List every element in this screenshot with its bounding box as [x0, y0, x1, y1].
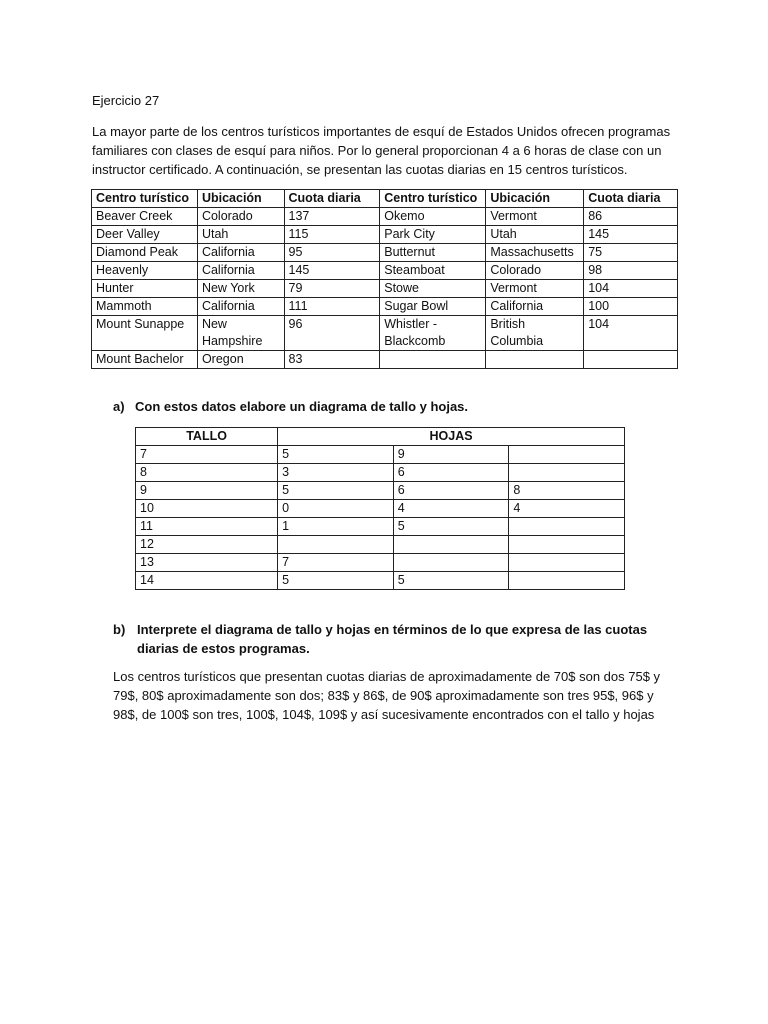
stem-cell: 10 — [136, 500, 278, 518]
intro-paragraph: La mayor parte de los centros turísticos importantes de esquí de Estados Unidos ofrecen programas familiares con clases de esquí para niños. Por lo general proporcionan 4 a 6 horas de clase con un instructor certificado. A continuación, se presentan las cuotas diarias en 15 centros turísticos. — [92, 124, 671, 177]
leaf-cell: 4 — [393, 500, 509, 518]
header-location-1: Ubicación — [197, 190, 284, 208]
stem-table-header-row — [136, 428, 625, 446]
table-cell: Steamboat — [380, 262, 486, 280]
leaf-cell: 1 — [278, 518, 394, 536]
leaf-cell: 5 — [393, 518, 509, 536]
table-cell: Mammoth — [92, 298, 198, 316]
exercise-title: Ejercicio 27 — [92, 93, 160, 108]
table-cell: 137 — [284, 208, 380, 226]
leaf-cell: 5 — [278, 482, 394, 500]
resort-table-header-row — [92, 190, 678, 208]
leaf-cell — [509, 518, 625, 536]
leaf-cell — [509, 554, 625, 572]
stem-cell: 7 — [136, 446, 278, 464]
table-cell: 145 — [584, 226, 678, 244]
table-cell: California — [197, 262, 284, 280]
stem-cell: 8 — [136, 464, 278, 482]
table-cell: 86 — [584, 208, 678, 226]
stem-cell: 9 — [136, 482, 278, 500]
header-resort-1: Centro turístico — [92, 190, 198, 208]
stem-row — [136, 482, 625, 500]
table-cell: Colorado — [197, 208, 284, 226]
table-cell: Deer Valley — [92, 226, 198, 244]
question-a-text: Con estos datos elabore un diagrama de tallo y hojas. — [135, 399, 469, 414]
header-hojas: HOJAS — [278, 428, 625, 446]
table-cell: Massachusetts — [486, 244, 584, 262]
table-cell: British Columbia — [486, 316, 584, 351]
header-fee-1: Cuota diaria — [284, 190, 380, 208]
leaf-cell: 5 — [278, 446, 394, 464]
question-b — [113, 620, 673, 658]
table-cell: 98 — [584, 262, 678, 280]
leaf-cell — [393, 554, 509, 572]
table-cell: New York — [197, 280, 284, 298]
table-cell: California — [197, 244, 284, 262]
leaf-cell: 6 — [393, 482, 509, 500]
leaf-cell: 6 — [393, 464, 509, 482]
leaf-cell: 5 — [278, 572, 394, 590]
leaf-cell — [509, 572, 625, 590]
table-cell: 104 — [584, 316, 678, 351]
table-cell: Okemo — [380, 208, 486, 226]
stem-row — [136, 572, 625, 590]
table-cell: Oregon — [197, 351, 284, 369]
table-cell: Mount Bachelor — [92, 351, 198, 369]
table-cell: Colorado — [486, 262, 584, 280]
table-cell: Utah — [197, 226, 284, 244]
leaf-cell — [278, 536, 394, 554]
table-row — [92, 208, 678, 226]
stem-cell: 11 — [136, 518, 278, 536]
table-cell — [584, 351, 678, 369]
resort-fees-table — [91, 189, 678, 369]
header-tallo: TALLO — [136, 428, 278, 446]
stem-row — [136, 518, 625, 536]
table-cell: Hunter — [92, 280, 198, 298]
table-cell: Mount Sunappe — [92, 316, 198, 351]
table-cell: Beaver Creek — [92, 208, 198, 226]
leaf-cell: 3 — [278, 464, 394, 482]
table-cell: Diamond Peak — [92, 244, 198, 262]
table-cell: New Hampshire — [197, 316, 284, 351]
table-row — [92, 298, 678, 316]
table-cell: Heavenly — [92, 262, 198, 280]
table-row — [92, 262, 678, 280]
table-row — [92, 226, 678, 244]
question-a — [113, 399, 468, 414]
table-cell: 95 — [284, 244, 380, 262]
question-a-label: a) — [113, 399, 125, 414]
leaf-cell: 0 — [278, 500, 394, 518]
leaf-cell — [509, 446, 625, 464]
table-row — [92, 316, 678, 351]
table-cell: Park City — [380, 226, 486, 244]
header-location-2: Ubicación — [486, 190, 584, 208]
table-cell: 79 — [284, 280, 380, 298]
table-cell: Vermont — [486, 208, 584, 226]
table-cell: Whistler - Blackcomb — [380, 316, 486, 351]
table-cell: 145 — [284, 262, 380, 280]
table-cell: Vermont — [486, 280, 584, 298]
stem-leaf-table — [135, 427, 625, 590]
stem-cell: 13 — [136, 554, 278, 572]
answer-paragraph: Los centros turísticos que presentan cuotas diarias de aproximadamente de 70$ son dos 75$ y 79$, 80$ aproximadamente son dos; 83$ y 86$, de 90$ aproximadamente son tres 95$, 96$ y 98$, de 100$ son tres, 100$, 104$, 109$ y así sucesivamente encontrados con el tallo y hojas — [113, 669, 661, 722]
leaf-cell — [509, 464, 625, 482]
stem-row — [136, 464, 625, 482]
table-cell: Stowe — [380, 280, 486, 298]
leaf-cell: 4 — [509, 500, 625, 518]
stem-row — [136, 446, 625, 464]
leaf-cell: 8 — [509, 482, 625, 500]
table-cell: California — [486, 298, 584, 316]
header-resort-2: Centro turístico — [380, 190, 486, 208]
table-cell: 100 — [584, 298, 678, 316]
leaf-cell — [509, 536, 625, 554]
header-fee-2: Cuota diaria — [584, 190, 678, 208]
table-cell — [380, 351, 486, 369]
table-cell: 75 — [584, 244, 678, 262]
table-cell: 104 — [584, 280, 678, 298]
table-row — [92, 351, 678, 369]
table-cell: 96 — [284, 316, 380, 351]
leaf-cell — [393, 536, 509, 554]
table-cell: Butternut — [380, 244, 486, 262]
table-cell: 111 — [284, 298, 380, 316]
table-cell — [486, 351, 584, 369]
table-row — [92, 280, 678, 298]
question-b-text: Interprete el diagrama de tallo y hojas en términos de lo que expresa de las cuotas diarias de estos programas. — [137, 622, 648, 656]
stem-row — [136, 500, 625, 518]
leaf-cell: 9 — [393, 446, 509, 464]
stem-row — [136, 554, 625, 572]
leaf-cell: 7 — [278, 554, 394, 572]
table-cell: 115 — [284, 226, 380, 244]
leaf-cell: 5 — [393, 572, 509, 590]
stem-row — [136, 536, 625, 554]
question-b-label: b) — [113, 622, 126, 637]
table-cell: Sugar Bowl — [380, 298, 486, 316]
table-cell: California — [197, 298, 284, 316]
table-cell: 83 — [284, 351, 380, 369]
stem-cell: 12 — [136, 536, 278, 554]
stem-cell: 14 — [136, 572, 278, 590]
table-cell: Utah — [486, 226, 584, 244]
table-row — [92, 244, 678, 262]
